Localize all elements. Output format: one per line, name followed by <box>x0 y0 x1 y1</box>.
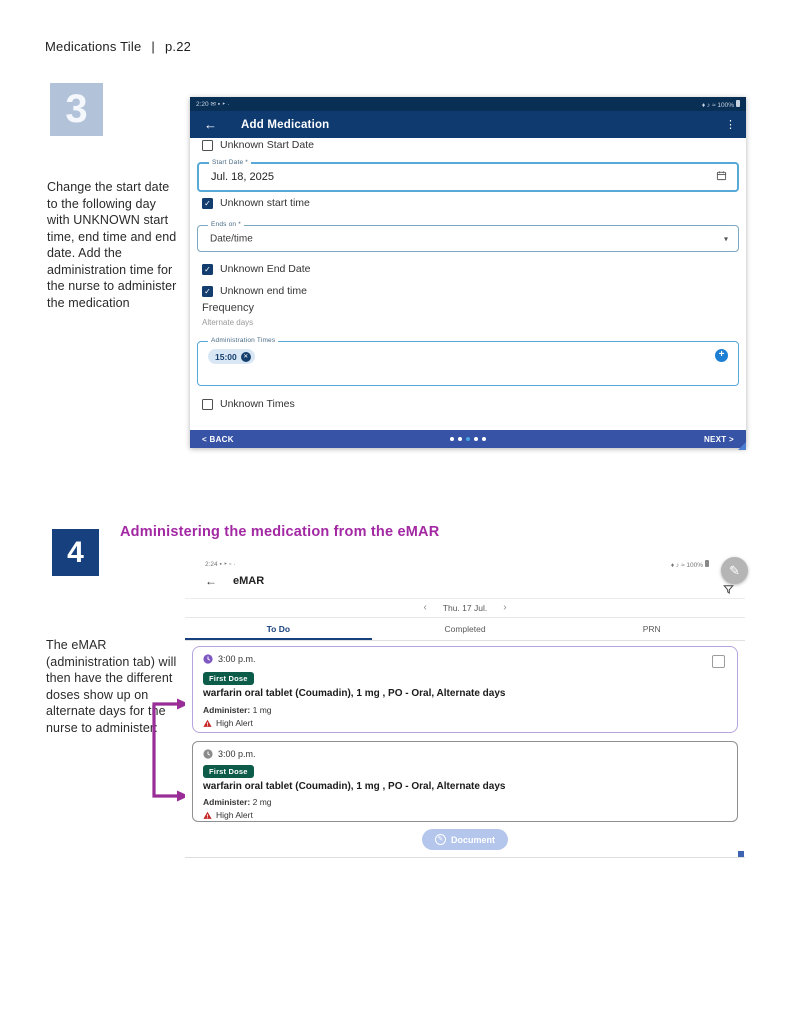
medication-name: warfarin oral tablet (Coumadin), 1 mg , PO - Oral, Alternate days <box>203 688 506 699</box>
date-navigation <box>185 602 745 613</box>
unknown-times-row[interactable] <box>202 398 295 410</box>
document-pencil-icon: ✎ <box>435 834 446 845</box>
step-4-description: The eMAR (administration tab) will then have the different doses show up on alternate days for the nurse to administer: <box>46 638 177 735</box>
checkbox-unchecked-icon[interactable] <box>202 399 213 410</box>
step-pagination <box>450 437 486 441</box>
back-label: BACK <box>209 434 234 444</box>
divider <box>185 640 745 641</box>
pagination-dot <box>474 437 478 441</box>
divider <box>185 857 745 858</box>
dose-checkbox[interactable] <box>712 655 725 668</box>
status-right-icons: ♦ ♪ ≈ <box>670 562 685 569</box>
document-button[interactable] <box>422 829 508 850</box>
page-number: p.22 <box>165 39 192 54</box>
step-4-heading: Administering the medication from the eMAR <box>120 524 440 540</box>
step-3-description: Change the start date to the following day with UNKNOWN start time, end time and end date. Add the administration time for the nurse to administer the medication <box>47 180 177 310</box>
status-right <box>702 100 740 109</box>
medication-card[interactable] <box>192 646 738 733</box>
overflow-menu-icon[interactable]: ⋮ <box>725 119 736 131</box>
dose-time-label: 3:00 p.m. <box>218 654 256 664</box>
frequency-value: Alternate days <box>202 318 254 327</box>
administer-line <box>203 797 272 807</box>
high-alert-label: High Alert <box>216 810 253 820</box>
current-date: Thu. 17 Jul. <box>442 602 488 613</box>
chevron-left-icon[interactable]: ‹ <box>423 602 427 613</box>
close-icon[interactable]: ✕ <box>241 352 251 362</box>
calendar-icon[interactable] <box>716 168 727 186</box>
battery-percent: 100% <box>717 101 734 109</box>
pagination-dot-active <box>466 437 470 441</box>
dose-time <box>203 749 256 759</box>
tab-to-do[interactable]: To Do <box>185 618 372 640</box>
first-dose-badge: First Dose <box>203 765 254 778</box>
clock-icon <box>203 749 213 759</box>
status-left <box>205 560 236 569</box>
unknown-start-date-row[interactable] <box>202 139 314 151</box>
administration-times-field[interactable] <box>197 337 739 386</box>
tab-completed[interactable]: Completed <box>444 624 486 634</box>
emar-screenshot <box>185 557 745 862</box>
app-bar-title: eMAR <box>233 575 265 587</box>
step-3-digit: 3 <box>65 87 88 131</box>
checkbox-checked-icon[interactable]: ✓ <box>202 264 213 275</box>
status-bar <box>205 560 709 569</box>
step-3-number <box>50 83 103 136</box>
app-bar <box>205 574 264 588</box>
status-bar <box>190 97 746 111</box>
next-button[interactable] <box>704 435 734 444</box>
pagination-dot <box>482 437 486 441</box>
checkbox-checked-icon[interactable]: ✓ <box>202 286 213 297</box>
high-alert <box>203 810 253 820</box>
page-title <box>45 39 191 54</box>
wizard-footer <box>190 430 746 448</box>
frequency-label: Frequency <box>202 302 254 314</box>
status-time: 2:24 <box>205 561 218 568</box>
next-label: NEXT <box>703 434 727 444</box>
app-bar-title: Add Medication <box>241 118 330 131</box>
field-label: Administration Times <box>208 337 278 344</box>
chevron-down-icon[interactable]: ▾ <box>723 234 728 243</box>
chevron-right-icon[interactable]: › <box>503 602 507 613</box>
doc-title: Medications Tile <box>45 39 142 54</box>
scrollbar-thumb[interactable] <box>738 851 744 857</box>
administer-line <box>203 705 272 715</box>
administer-label: Administer: <box>203 797 251 807</box>
back-chevron-icon: < <box>202 434 207 444</box>
title-separator: | <box>151 39 155 54</box>
field-label: Ends on * <box>208 221 244 228</box>
dose-time <box>203 654 256 664</box>
checkbox-label: Unknown start time <box>220 197 310 209</box>
add-medication-screenshot <box>190 97 746 448</box>
divider <box>185 598 745 599</box>
status-right <box>671 560 709 569</box>
start-date-value: Jul. 18, 2025 <box>211 171 274 183</box>
administer-value: 2 mg <box>252 797 272 807</box>
status-left-icons: ✉ ▪ ‣ · <box>210 101 230 108</box>
time-chip[interactable] <box>208 349 255 364</box>
time-chip-value: 15:00 <box>215 351 237 362</box>
field-label: Start Date * <box>209 159 251 166</box>
administer-label: Administer: <box>203 705 251 715</box>
warning-icon <box>203 719 212 728</box>
unknown-start-time-row[interactable] <box>202 197 310 209</box>
battery-icon <box>736 100 740 107</box>
battery-icon <box>705 560 709 567</box>
medication-card[interactable] <box>192 741 738 822</box>
document-button-label: Document <box>450 834 496 845</box>
checkbox-label: Unknown Start Date <box>220 139 314 151</box>
ends-on-select[interactable] <box>197 221 739 252</box>
corner-notch <box>738 442 746 450</box>
step-4-digit: 4 <box>67 535 84 569</box>
status-time: 2:20 <box>196 101 209 108</box>
pencil-icon: ✎ <box>729 562 740 578</box>
dose-time-label: 3:00 p.m. <box>218 749 256 759</box>
administer-value: 1 mg <box>252 705 272 715</box>
edit-fab[interactable] <box>721 557 748 584</box>
next-chevron-icon: > <box>729 434 734 444</box>
first-dose-badge: First Dose <box>203 672 254 685</box>
pagination-dot <box>450 437 454 441</box>
checkbox-label: Unknown Times <box>220 398 295 410</box>
back-arrow-icon[interactable]: ← <box>204 117 217 132</box>
status-left-icons: ▪ ‣ ▫ · <box>219 561 236 568</box>
back-button[interactable] <box>202 435 234 444</box>
step-4-number <box>52 529 99 576</box>
checkbox-label: Unknown end time <box>220 285 307 297</box>
status-right-icons: ♦ ♪ ≈ <box>701 101 716 109</box>
high-alert <box>203 718 253 728</box>
warning-icon <box>203 811 212 820</box>
high-alert-label: High Alert <box>216 718 253 728</box>
tab-prn[interactable]: PRN <box>642 624 661 634</box>
add-time-button[interactable]: + <box>715 349 728 362</box>
status-left <box>196 100 230 108</box>
checkbox-checked-icon[interactable]: ✓ <box>202 198 213 209</box>
start-date-field[interactable] <box>197 159 739 192</box>
emar-tabs <box>185 618 745 640</box>
unknown-end-time-row[interactable] <box>202 285 307 297</box>
ends-on-value: Date/time <box>210 233 253 244</box>
battery-percent: 100% <box>686 562 703 569</box>
checkbox-label: Unknown End Date <box>220 263 311 275</box>
back-arrow-icon[interactable]: ← <box>205 574 217 588</box>
medication-name: warfarin oral tablet (Coumadin), 1 mg , PO - Oral, Alternate days <box>203 781 506 792</box>
checkbox-unchecked-icon[interactable] <box>202 140 213 151</box>
pagination-dot <box>458 437 462 441</box>
clock-icon <box>203 654 213 664</box>
unknown-end-date-row[interactable] <box>202 263 310 275</box>
app-bar <box>190 111 746 138</box>
